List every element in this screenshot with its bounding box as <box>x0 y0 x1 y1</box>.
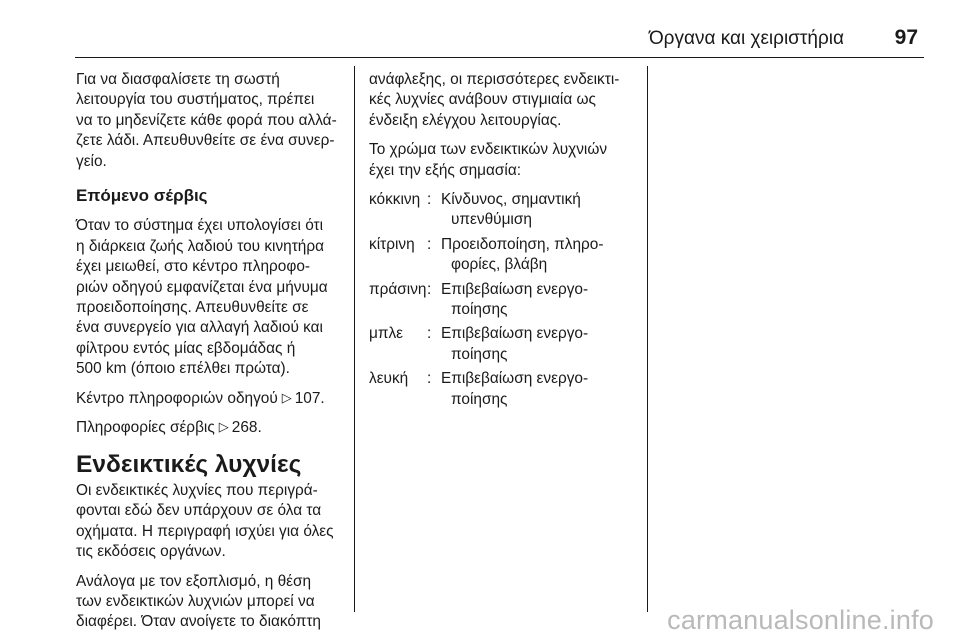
text-line: λειτουργία του συστήματος, πρέπει <box>76 91 315 109</box>
cross-reference-page[interactable]: 268. <box>231 419 262 437</box>
text-line: ποίησης <box>451 390 508 408</box>
text-line: προειδοποίησης. Απευθυνθείτε σε <box>76 299 309 317</box>
paragraph-color-meaning <box>369 140 639 181</box>
text-line: Επιβεβαίωση ενεργο- <box>441 325 589 343</box>
paragraph-oil-reset <box>76 70 346 172</box>
table-row <box>369 235 639 276</box>
color-name: μπλε <box>369 325 404 343</box>
column-left <box>76 70 346 642</box>
column-divider-left <box>354 66 355 612</box>
text-line: τις εκδόσεις οργάνων. <box>76 543 226 561</box>
text-line: φίλτρου εντός μίας εβδομάδας ή <box>76 339 296 357</box>
colon-separator: : <box>427 191 432 209</box>
text-line: έχει την εξής σημασία: <box>369 161 522 179</box>
section-heading-indicator-lights: Ενδεικτικές λυχνίες <box>76 450 302 478</box>
cross-reference-arrow-icon: ▷ <box>281 389 292 405</box>
paragraph-indicators-intro <box>76 481 346 563</box>
text-line: φονται εδώ δεν υπάρχουν σε όλα τα <box>76 502 322 520</box>
text-line: υπενθύμιση <box>451 211 532 229</box>
subheading-next-service: Επόμενο σέρβις <box>76 186 208 206</box>
header-rule <box>75 57 924 58</box>
color-description <box>441 324 639 365</box>
text-line: ριών οδηγού εμφανίζεται ένα μήνυμα <box>76 278 328 296</box>
color-description <box>441 280 639 321</box>
text-line: ένα συνεργείο για αλλαγή λαδιού και <box>76 319 323 337</box>
page-header <box>75 26 924 60</box>
text-line: η διάρκεια ζωής λαδιού του κινητήρα <box>76 237 325 255</box>
cross-reference-text: Πληροφορίες σέρβις <box>76 419 215 437</box>
text-line: οχήματα. Η περιγραφή ισχύει για όλες <box>76 522 334 540</box>
text-line: ένδειξη ελέγχου λειτουργίας. <box>369 111 562 129</box>
cross-reference-arrow-icon: ▷ <box>218 419 229 435</box>
text-line: ποίησης <box>451 345 508 363</box>
text-line: διαφέρει. Όταν ανοίγετε το διακόπτη <box>76 613 321 631</box>
color-name: κίτρινη <box>369 235 415 253</box>
text-line: έχει μειωθεί, στο κέντρο πληροφο- <box>76 258 311 276</box>
header-title: Όργανα και χειριστήρια <box>648 28 844 49</box>
table-row <box>369 280 639 321</box>
text-line: Ανάλογα με τον εξοπλισμό, η θέση <box>76 572 312 590</box>
text-line: γείο. <box>76 152 107 170</box>
table-row <box>369 324 639 365</box>
watermark: carmanualsonline.info <box>667 605 934 635</box>
column-middle <box>369 70 639 414</box>
text-line: Επιβεβαίωση ενεργο- <box>441 280 589 298</box>
text-line: Οι ενδεικτικές λυχνίες που περιγρά- <box>76 481 318 499</box>
text-line: να το μηδενίζετε κάθε φορά που αλλά- <box>76 111 337 129</box>
colon-separator: : <box>427 325 432 343</box>
text-line: ανάφλεξης, οι περισσότερες ενδεικτι- <box>369 71 620 88</box>
page-number: 97 <box>894 26 918 49</box>
column-divider-right <box>647 66 648 612</box>
text-line: Προειδοποίηση, πληρο- <box>441 235 604 253</box>
text-line: κές λυχνίες ανάβουν στιγμιαία ως <box>369 91 596 109</box>
text-line: ζετε λάδι. Απευθυνθείτε σε ένα συνερ- <box>76 132 335 150</box>
color-description <box>441 369 639 410</box>
cross-reference-driver-info <box>76 389 346 409</box>
text-line: Όταν το σύστημα έχει υπολογίσει ότι <box>76 217 324 235</box>
cross-reference-page[interactable]: 107. <box>294 389 325 407</box>
color-description <box>441 235 639 276</box>
colon-separator: : <box>427 370 432 388</box>
table-row <box>369 190 639 231</box>
text-line: των ενδεικτικών λυχνιών μπορεί να <box>76 592 315 610</box>
paragraph-next-service <box>76 216 346 379</box>
text-line: 500 km (όποιο επέλθει πρώτα). <box>76 360 290 378</box>
text-line: Για να διασφαλίσετε τη σωστή <box>76 71 280 88</box>
colon-separator: : <box>427 280 432 298</box>
colon-separator: : <box>427 235 432 253</box>
text-line: Επιβεβαίωση ενεργο- <box>441 370 589 388</box>
cross-reference-text: Κέντρο πληροφοριών οδηγού <box>76 389 278 407</box>
text-line: ποίησης <box>451 301 508 319</box>
paragraph-ignition-check <box>369 70 639 131</box>
text-line: φορίες, βλάβη <box>451 256 548 274</box>
text-line: Το χρώμα των ενδεικτικών λυχνιών <box>369 141 608 159</box>
color-description <box>441 190 639 231</box>
table-row <box>369 369 639 410</box>
text-line: Κίνδυνος, σημαντική <box>441 191 581 209</box>
color-name: λευκή <box>369 370 409 388</box>
color-meaning-table <box>369 190 639 410</box>
color-name: πράσινη <box>369 280 427 298</box>
color-name: κόκκινη <box>369 191 421 209</box>
cross-reference-service-info <box>76 418 346 438</box>
paragraph-indicators-position <box>76 572 346 633</box>
